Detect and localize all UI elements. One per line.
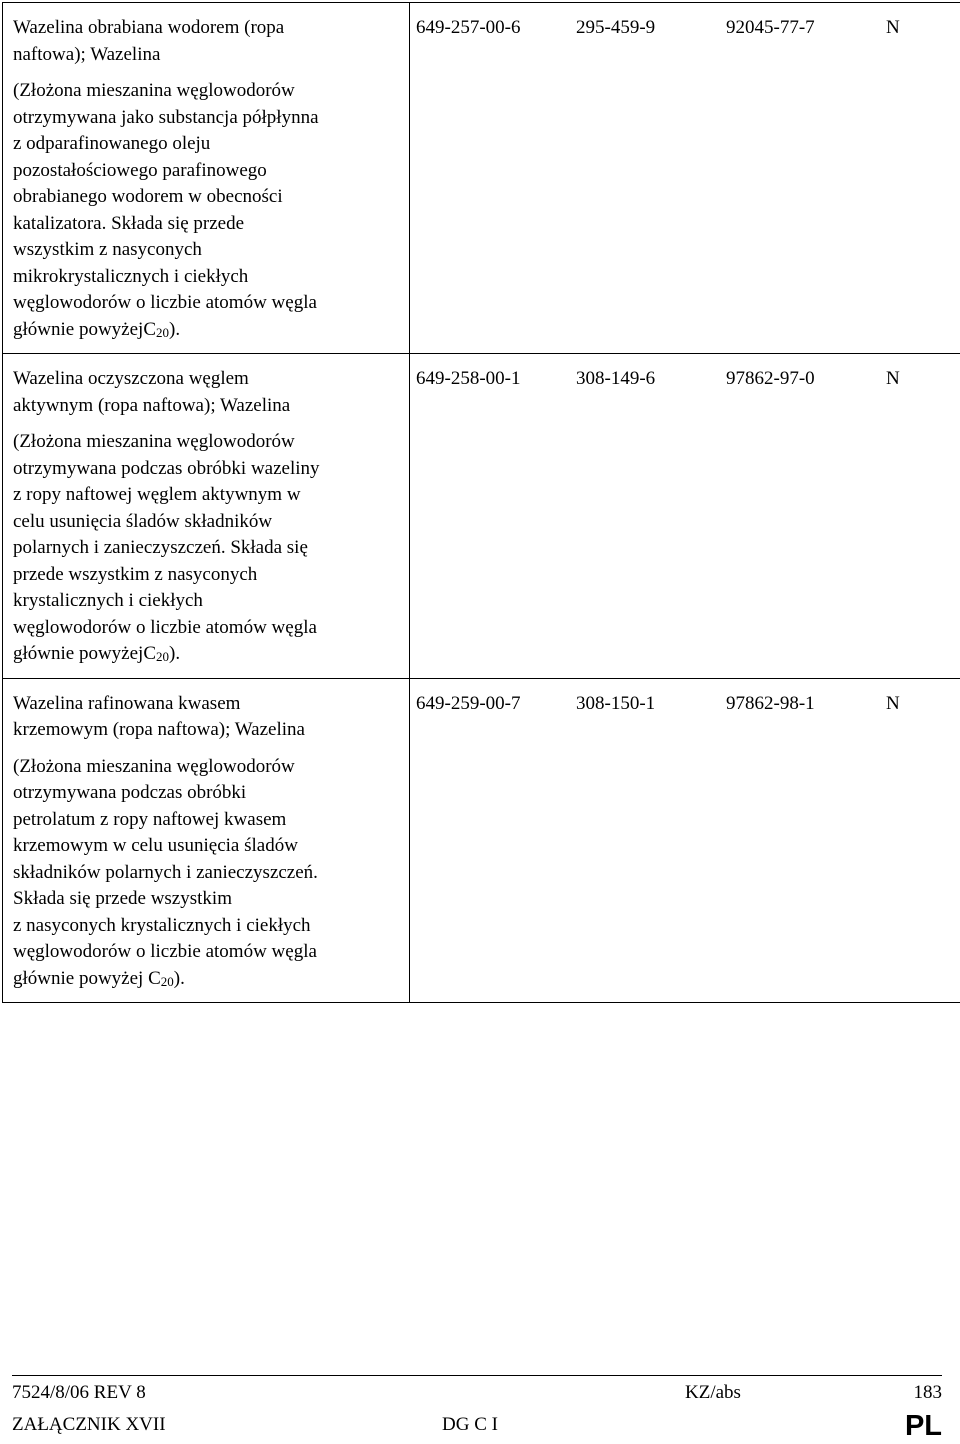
substance-composition-line: węglowodorów o liczbie atomów węgla xyxy=(13,941,317,962)
index-number: 649-259-00-7 xyxy=(416,692,521,714)
substance-name xyxy=(13,366,401,419)
substance-composition-line: krzemowym w celu usunięcia śladów xyxy=(13,835,298,856)
substance-composition-line: polarnych i zanieczyszczeń. Składa się xyxy=(13,537,308,558)
author-initials: KZ/abs xyxy=(685,1382,741,1403)
substance-row xyxy=(3,678,960,1003)
substance-composition-line: krystalicznych i ciekłych xyxy=(13,590,203,611)
substance-composition-line: mikrokrystalicznych i ciekłych xyxy=(13,265,249,287)
carbon-number-subscript: 20 xyxy=(156,324,170,340)
substance-name xyxy=(13,15,401,68)
substance-table-container xyxy=(2,2,956,1003)
composition-last-suffix: ). xyxy=(169,643,181,664)
substance-composition-line: z nasyconych krystalicznych i ciekłych xyxy=(13,914,311,936)
substance-name-line: naftowa); Wazelina xyxy=(13,43,161,65)
substance-composition-line: Składa się przede wszystkim xyxy=(13,888,232,909)
substance-name-line: Wazelina rafinowana kwasem xyxy=(13,692,241,714)
substance-composition-line: pozostałościowego parafinowego xyxy=(13,159,267,181)
carbon-number-subscript: 20 xyxy=(160,973,174,989)
note-code: N xyxy=(886,17,900,38)
substance-name-line: aktywnym (ropa naftowa); Wazelina xyxy=(13,394,291,416)
substance-composition-line: otrzymywana jako substancja półpłynna xyxy=(13,106,319,128)
substance-composition-line: węglowodorów o liczbie atomów węgla xyxy=(13,292,317,313)
annex-label: ZAŁĄCZNIK XVII xyxy=(12,1414,166,1435)
composition-last-prefix: głównie powyżejC xyxy=(13,643,157,664)
index-number: 649-258-00-1 xyxy=(416,368,521,389)
substance-composition-line: (Złożona mieszanina węglowodorów xyxy=(13,755,295,777)
substance-name xyxy=(13,691,401,744)
substance-composition-line xyxy=(13,317,401,344)
substance-composition-line xyxy=(13,641,401,668)
substance-name-line: Wazelina obrabiana wodorem (ropa xyxy=(13,17,285,38)
substance-composition-line: petrolatum z ropy naftowej kwasem xyxy=(13,808,287,830)
substance-identifiers-cell xyxy=(410,3,960,354)
carbon-number-subscript: 20 xyxy=(156,649,170,664)
substance-composition-line: wszystkim z nasyconych xyxy=(13,239,202,260)
substance-identifiers-cell xyxy=(410,354,960,679)
footer-row-bottom xyxy=(12,1408,942,1440)
ec-number: 308-149-6 xyxy=(576,368,656,389)
substance-composition-line: z ropy naftowej węglem aktywnym w xyxy=(13,484,301,505)
substance-composition xyxy=(13,754,401,993)
substance-description-cell xyxy=(3,3,410,354)
substance-name-line: krzemowym (ropa naftowa); Wazelina xyxy=(13,719,305,740)
composition-last-prefix: głównie powyżejC xyxy=(13,318,157,340)
ec-number: 295-459-9 xyxy=(576,17,656,38)
substance-composition-line: (Złożona mieszanina węglowodorów xyxy=(13,80,295,101)
substance-description-cell xyxy=(3,678,410,1003)
composition-last-prefix: głównie powyżej C xyxy=(13,967,161,989)
directorate-label: DG C I xyxy=(442,1414,498,1435)
substance-row xyxy=(3,354,960,679)
identifier-row xyxy=(416,691,960,718)
identifier-row xyxy=(416,15,960,42)
substance-composition-line xyxy=(13,966,401,993)
substance-composition-line: celu usunięcia śladów składników xyxy=(13,510,273,532)
substance-composition-line: otrzymywana podczas obróbki xyxy=(13,782,247,803)
cas-number: 97862-97-0 xyxy=(726,368,815,389)
cas-number: 92045-77-7 xyxy=(726,17,815,38)
substance-composition xyxy=(13,429,401,668)
substance-description-cell xyxy=(3,354,410,679)
substance-composition xyxy=(13,78,401,343)
substance-composition-line: węglowodorów o liczbie atomów węgla xyxy=(13,616,317,638)
note-code: N xyxy=(886,692,900,714)
note-code: N xyxy=(886,368,900,389)
substance-row xyxy=(3,3,960,354)
substance-name-line: Wazelina oczyszczona węglem xyxy=(13,368,249,389)
identifier-row xyxy=(416,366,960,393)
document-reference: 7524/8/06 REV 8 xyxy=(12,1382,146,1403)
substance-composition-line: otrzymywana podczas obróbki wazeliny xyxy=(13,457,320,479)
substance-composition-line: (Złożona mieszanina węglowodorów xyxy=(13,431,295,452)
page-footer xyxy=(12,1375,942,1440)
substance-table-body xyxy=(3,3,960,1003)
footer-row-top xyxy=(12,1376,942,1408)
substance-identifiers-cell xyxy=(410,678,960,1003)
language-code: PL xyxy=(904,1410,942,1442)
index-number: 649-257-00-6 xyxy=(416,17,521,38)
substance-composition-line: składników polarnych i zanieczyszczeń. xyxy=(13,861,318,883)
substance-composition-line: katalizatora. Składa się przede xyxy=(13,212,245,234)
substance-composition-line: przede wszystkim z nasyconych xyxy=(13,563,258,585)
cas-number: 97862-98-1 xyxy=(726,692,815,714)
substance-composition-line: obrabianego wodorem w obecności xyxy=(13,186,283,207)
ec-number: 308-150-1 xyxy=(576,692,656,714)
substance-composition-line: z odparafinowanego oleju xyxy=(13,133,211,154)
page-number: 183 xyxy=(913,1382,942,1403)
composition-last-suffix: ). xyxy=(173,967,185,989)
substance-table xyxy=(2,2,960,1003)
composition-last-suffix: ). xyxy=(169,318,181,340)
